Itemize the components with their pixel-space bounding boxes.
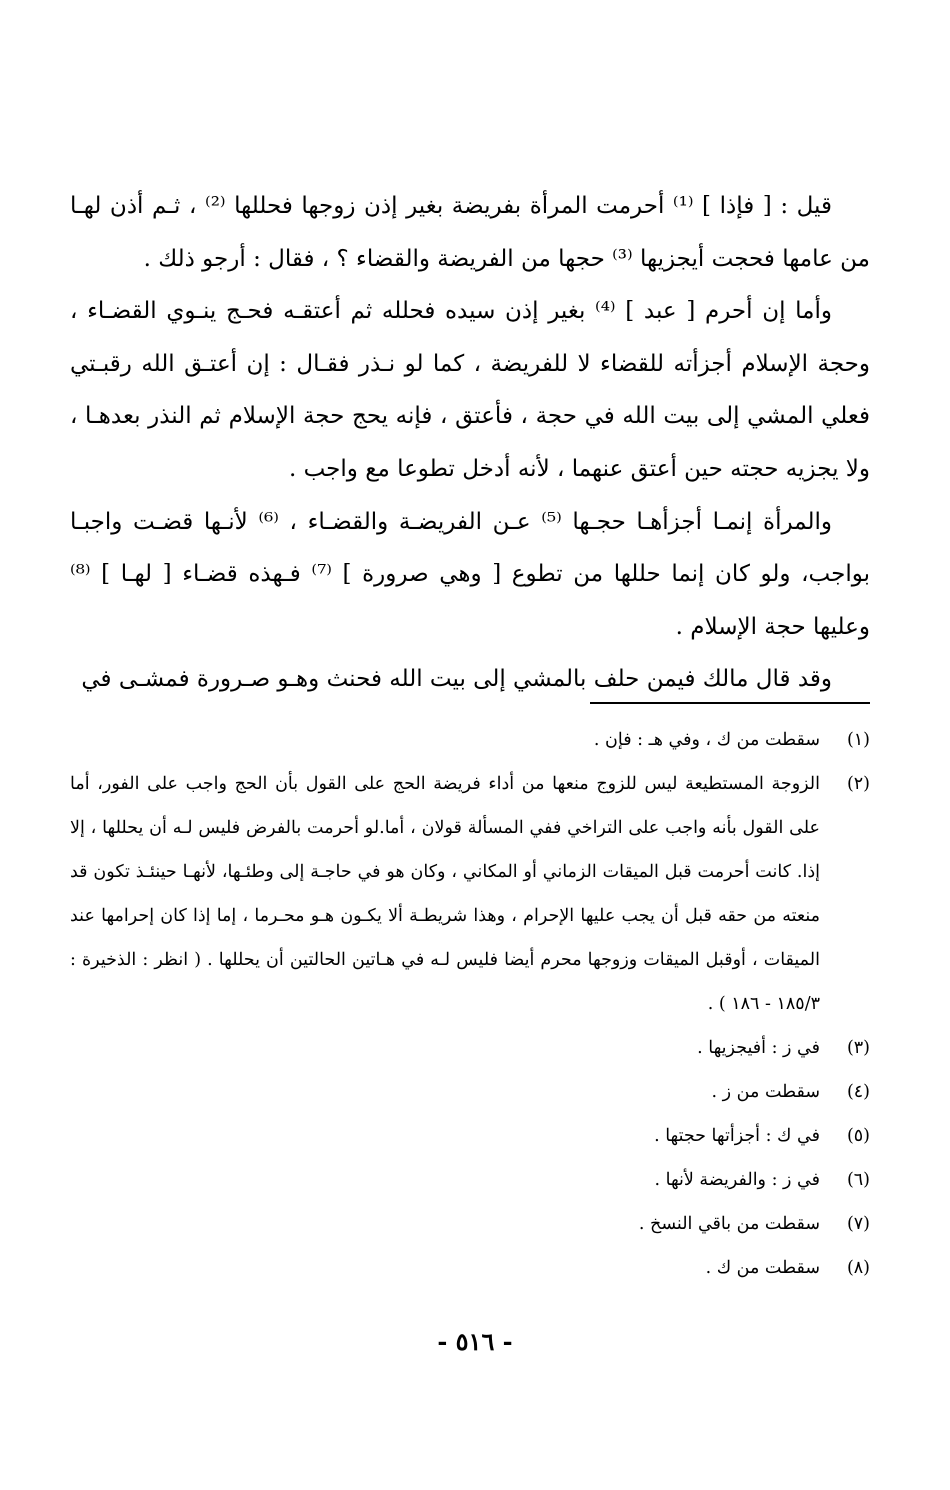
paragraph: قيل : [ فإذا ] ⁽¹⁾ أحرمت المرأة بفريضة بغير إذن زوجها فحللها ⁽²⁾ ، ثـم أذن لهـا من عامها فحجت أيجزيها ⁽³⁾ حجها من الفريضة والقضاء ؟ ، فقال : أرجو ذلك . xyxy=(70,193,870,272)
footnote-number: (٦) xyxy=(846,1170,870,1190)
footnote-text: سقطت من ك . xyxy=(705,1258,820,1278)
footnote-text: سقطت من باقي النسخ . xyxy=(638,1214,820,1234)
footnote-text: في ز : أفيجزيها . xyxy=(697,1038,820,1058)
footnote-number: (١) xyxy=(846,730,870,750)
footnote xyxy=(70,1158,870,1202)
footnote-text: سقطت من ك ، وفي هـ : فإن . xyxy=(593,730,820,750)
footnote-text: سقطت من ز . xyxy=(711,1082,820,1102)
footnote xyxy=(70,762,870,1026)
footnotes-list xyxy=(70,718,870,1290)
footnote xyxy=(70,1114,870,1158)
footnote-number: (٤) xyxy=(846,1082,870,1102)
paragraph: وأما إن أحرم [ عبد ] ⁽⁴⁾ بغير إذن سيده فحلله ثم أعتقـه فحـج ينـوي القضـاء ، وحجة الإسلام أجزأته للقضاء لا للفريضة ، كما لو نـذر فقـال : إن أعتـق الله رقبـتي فعلي المشي إلى بيت الله في حجة ، فأعتق ، فإنه يحج حجة الإسلام ثم النذر بعدهـا ، ولا يجزيه حجته حين أعتق عنهما ، لأنه أدخل تطوعا مع واجب . xyxy=(70,298,870,482)
footnote-text: الزوجة المستطيعة ليس للزوج منعها من أداء فريضة الحج على القول بأن الحج واجب على الفور، أما على القول بأنه واجب على التراخي ففي المسألة قولان ، أما.لو أحرمت بالفرض فليس لـه أن يحللها ، إلا إذا. كانت أحرمت قبل الميقات الزماني أو المكاني ، وكان هو في حاجـة إلى وطئـها، لأنهـا حينئـذ تكون قد منعته من حقه قبل أن يجب عليها الإحرام ، وهذا شريطـة ألا يكـون هـو محـرما ، إما إذا كان إحرامها عند الميقات ، أوقبل الميقات وزوجها محرم أيضا فليس لـه في هـاتين الحالتين أن يحللها . ( انظر : الذخيرة : ١٨٥/٣ - ١٨٦ ) . xyxy=(70,774,820,1014)
footnote xyxy=(70,1202,870,1246)
footnote-text: في ز : والفريضة لأنها . xyxy=(654,1170,820,1190)
footnote-number: (٢) xyxy=(846,774,870,794)
footnote xyxy=(70,718,870,762)
paragraph: والمرأة إنمـا أجزأهـا حجـها ⁽⁵⁾ عـن الفريضـة والقضـاء ، ⁽⁶⁾ لأنـها قضـت واجبـا بواجب، ولو كان إنما حللها من تطوع [ وهي صرورة ] ⁽⁷⁾ فـهذه قضـاء [ لهـا ] ⁽⁸⁾ وعليها حجة الإسلام . xyxy=(70,508,870,640)
body-text xyxy=(70,180,870,706)
footnote-number: (٧) xyxy=(846,1214,870,1234)
footnote-text: في ك : أجزأتها حجتها . xyxy=(654,1126,820,1146)
footnote xyxy=(70,1246,870,1290)
paragraph: وقد قال مالك فيمن حلف بالمشي إلى بيت الله فحنث وهـو صـرورة فمشـى في xyxy=(81,666,832,693)
footnote-number: (٨) xyxy=(846,1258,870,1278)
footnote-number: (٥) xyxy=(846,1126,870,1146)
footnote-number: (٣) xyxy=(846,1038,870,1058)
page-number: - ٥١٦ - xyxy=(437,1327,513,1356)
footnote xyxy=(70,1070,870,1114)
footnote xyxy=(70,1026,870,1070)
footnote-separator xyxy=(590,702,870,704)
